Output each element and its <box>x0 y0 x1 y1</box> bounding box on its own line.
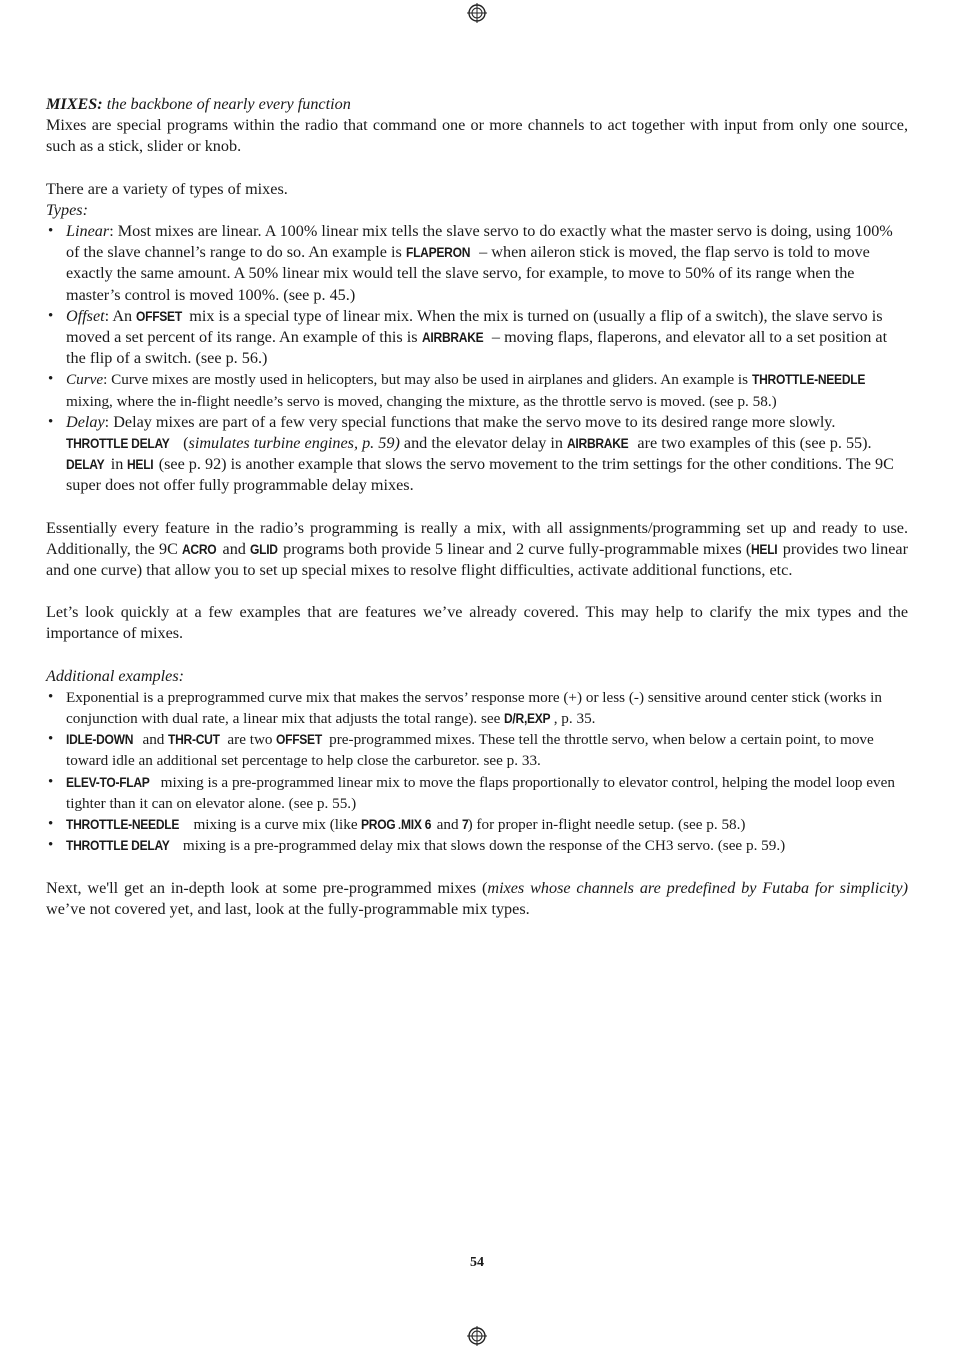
list-item-linear: • Linear: Most mixes are linear. A 100% linear mix tells the slave servo to do exactly what the master servo is doing, using 100% of the slave channel’s range to do so. An example is FLAPERON – when aileron stick is moved, the flap servo is told to move exactly the same amount. A 50% linear mix would tell the slave servo, for example, to move to 50% of its range when the master’s control is moved 100%. (see p. 45.) <box>46 221 908 306</box>
page-content <box>46 94 908 920</box>
list-item-delay: • Delay: Delay mixes are part of a few very special functions that make the servo move to its desired range more slowly. THROTTLE DELAY (simulates turbine engines, p. 59) and the elevator delay in AIRBRAKE are two examples of this (see p. 55). DELAY in HELI (see p. 92) is another example that slows the servo movement to the trim settings for the other conditions. The 9C super does not offer fully programmable delay mixes. <box>46 412 908 497</box>
list-item-offset: • Offset: An OFFSET mix is a special type of linear mix. When the mix is turned on (usually a flip of a switch), the slave servo is moved a set percent of its range. An example of this is AIRBRAKE – moving flaps, flaperons, and elevator all to a set position at the flip of a switch. (see p. 56.) <box>46 306 908 370</box>
keyword-flaperon: FLAPERON <box>405 245 470 261</box>
list-item-elev-to-flap: • ELEV-TO-FLAP mixing is a pre-programmed linear mix to move the flaps proportionally to elevator control, helping the model loop even tighter than it can on elevator alone. (see p. 55.) <box>46 772 908 814</box>
keyword-idle-down: IDLE-DOWN <box>66 732 134 748</box>
types-list <box>46 221 908 497</box>
keyword-acro: ACRO <box>182 541 217 557</box>
page-number: 54 <box>470 1255 484 1270</box>
essentially-paragraph: Essentially every feature in the radio’s programming is really a mix, with all assignments/programming set up and ready to use. Additionally, the 9C ACRO and GLID programs both provide 5 linear and 2 curve fully-programmable mixes (HELI provides two linear and one curve) that allow you to set up special mixes to resolve flight difficulties, activate additional functions, etc. <box>46 518 909 580</box>
list-item-idle-down: • IDLE-DOWN and THR-CUT are two OFFSET pre-programmed mixes. These tell the throttle servo, when below a certain point, to move toward idle an additional set percentage to help close the carburetor. see p. 33. <box>46 729 908 771</box>
examples-list <box>46 687 908 857</box>
list-item-exponential: • Exponential is a preprogrammed curve mix that makes the servos’ response more (+) or less (-) sensitive around center stick (works in conjunction with dual rate, a linear mix that adjusts the total range). see D/R,EXP , p. 35. <box>46 687 908 729</box>
intro-paragraph: Mixes are special programs within the radio that command one or more channels to act together with input from only one source, such as a stick, slider or knob. <box>46 116 908 156</box>
keyword-throttle-delay: THROTTLE DELAY <box>66 838 170 854</box>
keyword-throttle-delay: THROTTLE DELAY <box>66 436 170 452</box>
variety-line: There are a variety of types of mixes. <box>46 179 288 198</box>
keyword-7: 7 <box>462 817 469 833</box>
heading-subtitle: the backbone of nearly every function <box>102 95 351 113</box>
list-item-throttle-delay: • THROTTLE DELAY mixing is a pre-programmed delay mix that slows down the response of the CH3 servo. (see p. 59.) <box>46 835 908 856</box>
keyword-prog: PROG <box>361 817 396 833</box>
keyword-heli: HELI <box>751 541 778 557</box>
keyword-mix-6: MIX 6 <box>401 817 432 833</box>
keyword-airbrake: AIRBRAKE <box>421 330 484 346</box>
section-heading <box>46 94 908 115</box>
next-paragraph: Next, we'll get an in-depth look at some pre-programmed mixes (mixes whose channels are predefined by Futaba for simplicity) we’ve not covered yet, and last, look at the fully-programmable mix types. <box>46 878 908 918</box>
keyword-offset: OFFSET <box>276 732 323 748</box>
keyword-airbrake: AIRBRAKE <box>567 436 629 452</box>
registration-mark-icon <box>467 1326 487 1346</box>
additional-examples-label: Additional examples: <box>46 666 185 685</box>
keyword-offset: OFFSET <box>136 308 183 324</box>
heading-bold: MIXES: <box>46 95 103 113</box>
keyword-elev-to-flap: ELEV-TO-FLAP <box>66 774 150 790</box>
list-item-throttle-needle: • THROTTLE-NEEDLE mixing is a curve mix (like PROG .MIX 6 and 7) for proper in-flight needle setup. (see p. 58.) <box>46 814 908 835</box>
keyword-thr-cut: THR-CUT <box>168 732 220 748</box>
keyword-delay: DELAY <box>66 457 105 473</box>
keyword-glid: GLID <box>250 541 278 557</box>
types-label: Types: <box>46 200 88 219</box>
keyword-dr-exp: D/R,EXP <box>504 711 551 727</box>
list-item-curve: • Curve: Curve mixes are mostly used in helicopters, but may also be used in airplanes and gliders. An example is THROTTLE-NEEDLE mixing, where the in-flight needle’s servo is moved, changing the mixture, as the throttle servo is moved. (see p. 58.) <box>46 369 908 411</box>
keyword-heli: HELI <box>127 457 154 473</box>
keyword-throttle-needle: THROTTLE-NEEDLE <box>751 372 865 388</box>
registration-mark-icon <box>467 3 487 23</box>
keyword-throttle-needle: THROTTLE-NEEDLE <box>66 817 180 833</box>
lets-look-paragraph: Let’s look quickly at a few examples that are features we’ve already covered. This may help to clarify the mix types and the importance of mixes. <box>46 603 908 643</box>
